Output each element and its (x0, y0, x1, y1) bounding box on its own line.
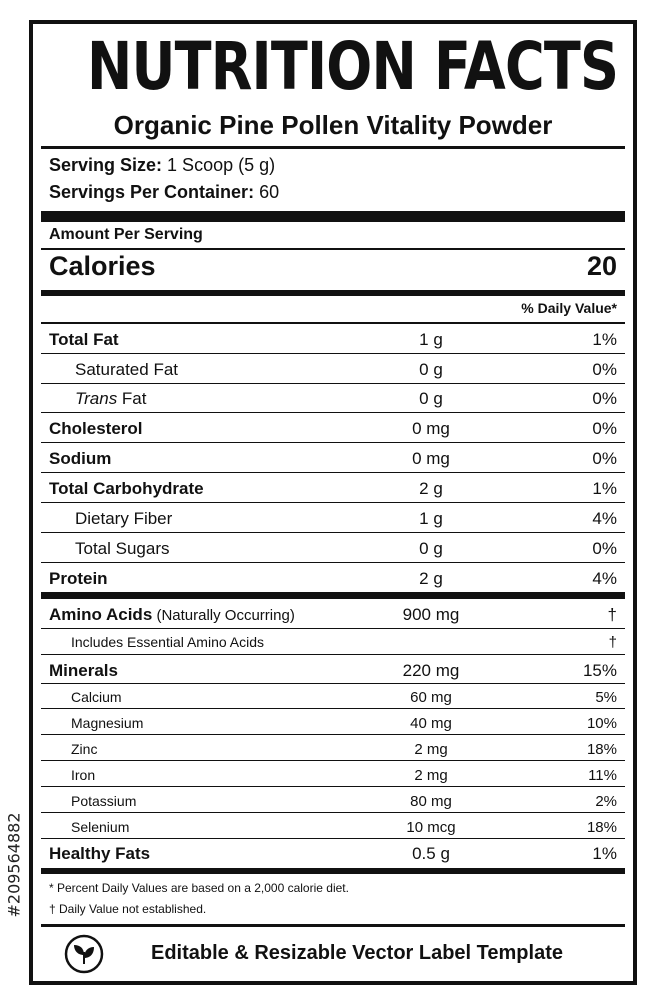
serving-size-label: Serving Size: (49, 155, 163, 175)
supplement-name-text: Amino Acids (49, 605, 153, 624)
supplement-amount: 0.5 g (412, 844, 450, 863)
supplement-dv: † (607, 605, 617, 624)
nutrient-name: Sodium (49, 449, 112, 468)
nutrient-amount: 0 g (419, 389, 443, 408)
nutrient-amount: 0 mg (412, 449, 450, 468)
servings-label: Servings Per Container: (49, 182, 255, 202)
supplement-amount: 80 mg (410, 793, 452, 810)
thick-divider (41, 592, 625, 599)
divider (41, 683, 625, 684)
divider (41, 322, 625, 324)
supplement-dv: 18% (586, 741, 617, 758)
divider (41, 760, 625, 761)
servings-value: 60 (254, 182, 280, 202)
supplement-name: Calcium (71, 689, 122, 705)
supplement-name: Minerals (49, 661, 118, 680)
supplement-amount: 220 mg (402, 661, 460, 680)
trans-suffix: Fat (117, 389, 147, 408)
nutrient-name: Total Carbohydrate (49, 479, 204, 498)
calories-label: Calories (49, 251, 156, 281)
divider (41, 654, 625, 655)
divider (41, 562, 625, 563)
supplement-amount: 2 mg (414, 767, 448, 784)
supplement-name: Zinc (71, 741, 98, 757)
divider (41, 786, 625, 787)
supplement-name: Selenium (71, 819, 130, 835)
nutrient-amount: 1 g (419, 509, 443, 528)
nutrient-dv: 0% (592, 389, 617, 408)
thick-divider (41, 211, 625, 222)
supplement-dv: 2% (595, 793, 617, 810)
footnote-daily-values: * Percent Daily Values are based on a 2,000 calorie diet. (49, 881, 349, 895)
supplement-amount: 40 mg (410, 715, 452, 732)
supplement-name: Includes Essential Amino Acids (71, 634, 264, 650)
supplement-dv: 5% (595, 689, 617, 706)
label-title: NUTRITION FACTS (87, 28, 619, 105)
nutrient-dv: 1% (592, 330, 617, 349)
supplement-dv: † (608, 634, 617, 651)
nutrient-amount: 0 mg (412, 419, 450, 438)
divider (41, 442, 625, 443)
supplement-amount: 60 mg (410, 689, 452, 706)
leaf-icon (63, 933, 105, 975)
trans-prefix: Trans (75, 389, 118, 408)
divider (41, 412, 625, 413)
divider (41, 353, 625, 354)
nutrient-amount: 2 g (419, 569, 443, 588)
nutrient-name: Dietary Fiber (75, 509, 173, 528)
nutrient-dv: 0% (592, 360, 617, 379)
thick-divider (41, 868, 625, 874)
nutrient-amount: 0 g (419, 539, 443, 558)
supplement-amount: 900 mg (402, 605, 460, 624)
nutrient-dv: 0% (592, 449, 617, 468)
template-text: Editable & Resizable Vector Label Template (151, 942, 563, 964)
nutrient-dv: 4% (592, 569, 617, 588)
nutrient-name: Saturated Fat (75, 360, 179, 379)
supplement-amount: 2 mg (414, 741, 448, 758)
divider (41, 383, 625, 384)
divider (41, 628, 625, 629)
nutrient-dv: 0% (592, 539, 617, 558)
supplement-name: Magnesium (71, 715, 144, 731)
servings-per-container (49, 181, 279, 203)
serving-size (49, 154, 275, 176)
divider (41, 248, 625, 250)
nutrient-amount: 2 g (419, 479, 443, 498)
footnote-not-established: † Daily Value not established. (49, 902, 207, 916)
thick-divider (41, 290, 625, 296)
nutrient-name: Protein (49, 569, 108, 588)
divider (41, 924, 625, 927)
nutrient-dv: 0% (592, 419, 617, 438)
product-name: Organic Pine Pollen Vitality Powder (113, 110, 553, 140)
supplement-name: Potassium (71, 793, 137, 809)
nutrient-name: Total Fat (49, 330, 119, 349)
divider (41, 812, 625, 813)
stock-id-watermark (4, 750, 24, 980)
supplement-dv: 1% (592, 844, 617, 863)
supplement-dv: 18% (586, 819, 617, 836)
supplement-name: Healthy Fats (49, 844, 151, 863)
daily-value-header: % Daily Value* (521, 300, 617, 316)
divider (41, 708, 625, 709)
divider (41, 734, 625, 735)
divider (41, 146, 625, 149)
supplement-note: (Naturally Occurring) (152, 607, 295, 624)
supplement-dv: 11% (588, 767, 617, 784)
stock-id-text: #209564882 (4, 812, 24, 918)
nutrient-amount: 1 g (419, 330, 443, 349)
supplement-name: Iron (71, 767, 96, 783)
divider (41, 532, 625, 533)
supplement-name (49, 605, 295, 625)
serving-size-value: 1 Scoop (5 g) (162, 155, 276, 175)
divider (41, 838, 625, 839)
nutrient-name (75, 389, 147, 409)
divider (41, 502, 625, 503)
nutrition-label (29, 20, 637, 985)
nutrient-dv: 1% (592, 479, 617, 498)
supplement-amount: 10 mcg (406, 819, 456, 836)
divider (41, 472, 625, 473)
nutrient-name: Cholesterol (49, 419, 143, 438)
nutrient-amount: 0 g (419, 360, 443, 379)
template-banner (41, 928, 625, 980)
amount-per-serving: Amount Per Serving (49, 226, 203, 243)
nutrient-name: Total Sugars (75, 539, 170, 558)
supplement-dv: 10% (586, 715, 617, 732)
supplement-dv: 15% (582, 661, 617, 680)
nutrient-dv: 4% (592, 509, 617, 528)
calories-value: 20 (586, 251, 617, 281)
